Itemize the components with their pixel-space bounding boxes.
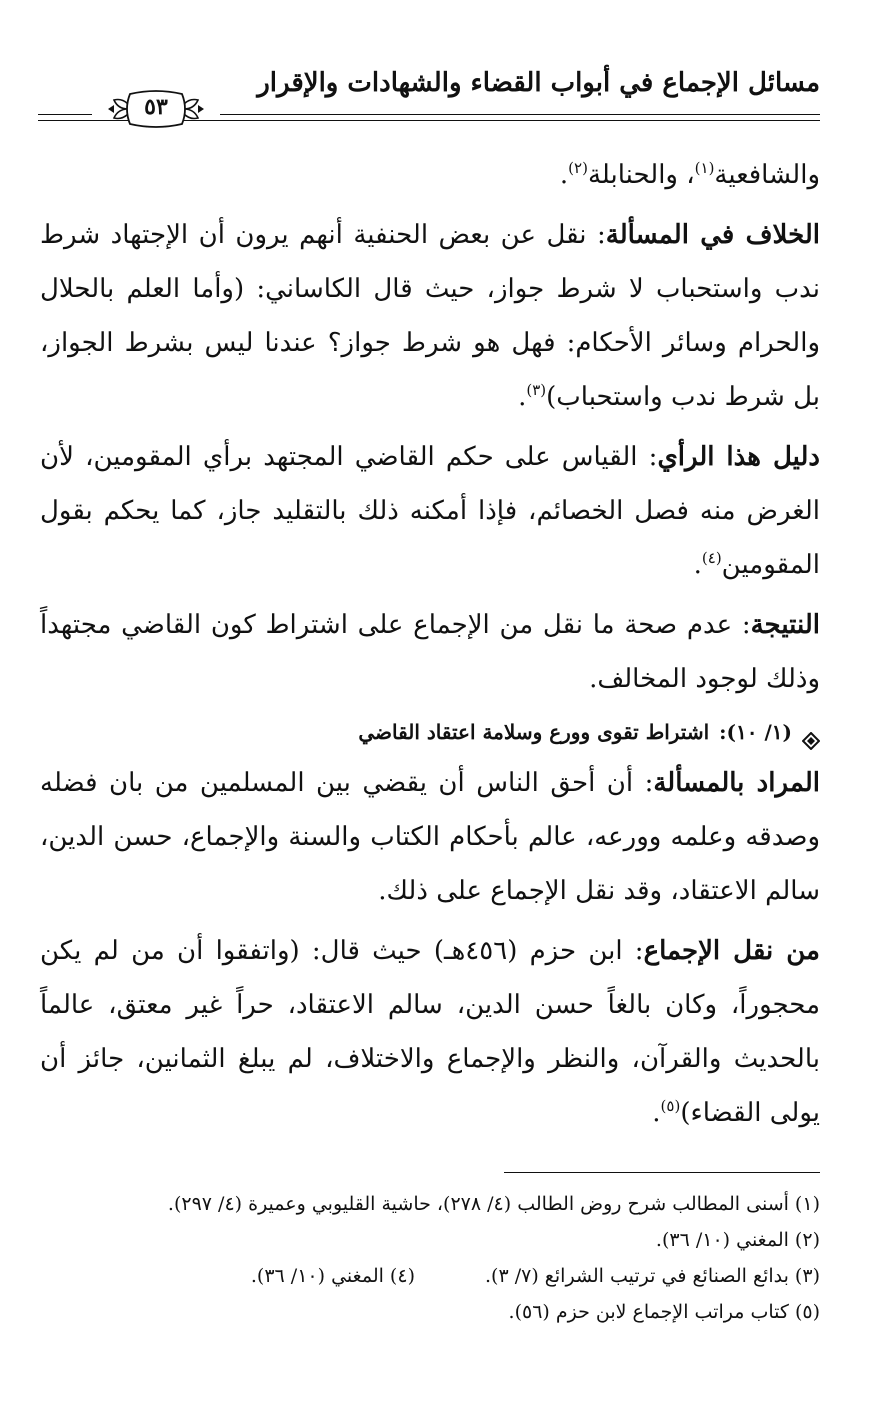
paragraph-disagreement <box>40 208 820 424</box>
paragraph-1 <box>40 148 820 202</box>
paragraph-text: : نقل عن بعض الحنفية أنهم يرون أن الإجتهاد شرط ندب واستحباب لا شرط جواز، حيث قال الكاساني: (وأما العلم بالحلال والحرام وسائر الأحكام: فهل هو شرط جواز؟ عندنا ليس بشرط الجواز، بل شرط ندب واستحباب) <box>40 220 820 412</box>
paragraph-text: : ابن حزم (٤٥٦هـ) حيث قال: (واتفقوا أن من لم يكن محجوراً، وكان بالغاً حسن الدين، سالم الاعتقاد، حراً غير معتق، عالماً بالحديث والقرآن، والنظر والإجماع والاختلاف، لم يبلغ الثمانين، جائز أن يولى القضاء) <box>40 936 820 1128</box>
footnote-4: (٤) المغني (١٠/ ٣٦). <box>250 1265 415 1287</box>
paragraph-text: . <box>693 550 702 580</box>
paragraph-lead: النتيجة <box>750 610 820 640</box>
section-title: اشتراط تقوى وورع وسلامة اعتقاد القاضي <box>358 720 710 744</box>
paragraph-lead: دليل هذا الرأي <box>657 442 820 472</box>
paragraph-text: . <box>652 1098 661 1128</box>
footnote-2: (٢) المغني (١٠/ ٣٦). <box>655 1229 820 1251</box>
footnote-ref: (٣) <box>526 381 547 399</box>
footnote-separator <box>504 1172 820 1173</box>
paragraph-text: ، والحنابلة <box>587 160 695 190</box>
paragraph-evidence <box>40 430 820 592</box>
footnote-ref: (١) <box>694 159 715 177</box>
footnote-ref: (٢) <box>568 159 588 177</box>
diamond-bullet-icon <box>802 723 820 741</box>
paragraph-consensus <box>40 924 820 1140</box>
footnote-5: (٥) كتاب مراتب الإجماع لابن حزم (٥٦). <box>508 1301 820 1323</box>
footnotes <box>40 1186 820 1330</box>
paragraph-text: والشافعية <box>714 160 820 190</box>
paragraph-lead: من نقل الإجماع <box>643 936 820 966</box>
page-header <box>38 68 820 128</box>
paragraph-text: . <box>559 160 569 190</box>
page-number-ornament <box>92 86 220 132</box>
paragraph-lead: الخلاف في المسألة <box>605 220 820 250</box>
page-number: ٥٣ <box>144 94 168 120</box>
section-heading <box>40 712 820 752</box>
paragraph-lead: المراد بالمسألة <box>653 768 820 798</box>
footnote-ref: (٤) <box>701 549 722 567</box>
main-text <box>40 148 820 1146</box>
footnote-row <box>40 1258 820 1294</box>
footnote-ref: (٥) <box>660 1097 681 1115</box>
paragraph-text: : القياس على حكم القاضي المجتهد برأي المقومين، لأن الغرض منه فصل الخصائم، فإذا أمكنه ذلك بالتقليد جاز، كما يحكم بقول المقومين <box>40 442 820 580</box>
running-title: مسائل الإجماع في أبواب القضاء والشهادات والإقرار <box>257 68 820 98</box>
paragraph-result <box>40 598 820 706</box>
paragraph-meaning <box>40 756 820 918</box>
footnote-1: (١) أسنى المطالب شرح روض الطالب (٤/ ٢٧٨)، حاشية القليوبي وعميرة (٤/ ٢٩٧). <box>167 1193 820 1215</box>
footnote-3: (٣) بدائع الصنائع في ترتيب الشرائع (٧/ ٣). <box>484 1265 820 1287</box>
paragraph-text: . <box>518 382 527 412</box>
paragraph-text: : عدم صحة ما نقل من الإجماع على اشتراط كون القاضي مجتهداً وذلك لوجود المخالف. <box>40 610 820 694</box>
paragraph-text: : أن أحق الناس أن يقضي بين المسلمين من بان فضله وصدقه وعلمه وورعه، عالم بأحكام الكتاب والسنة والإجماع، حسن الدين، سالم الاعتقاد، وقد نقل الإجماع على ذلك. <box>40 768 820 906</box>
section-number: (١/ ١٠): <box>719 720 792 744</box>
